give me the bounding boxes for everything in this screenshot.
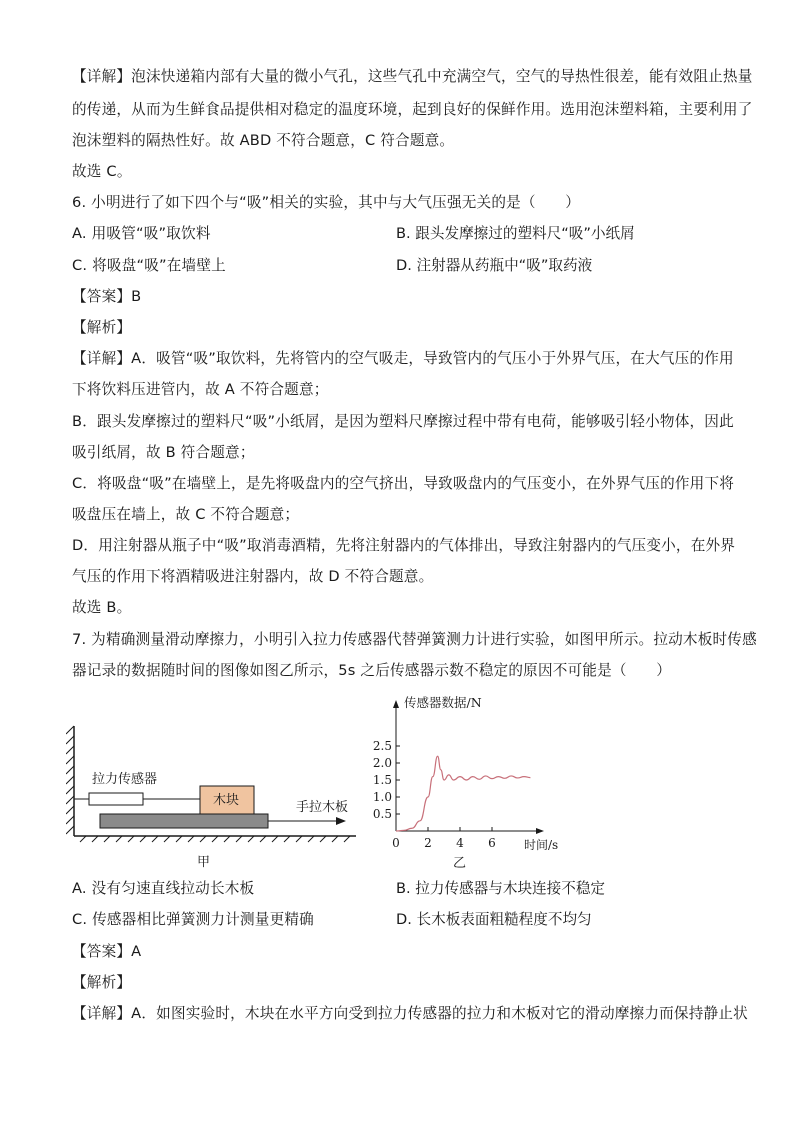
q7-detail-1: 【详解】A．如图实验时，木块在水平方向受到拉力传感器的拉力和木板对它的滑动摩擦力而保持静止状 xyxy=(72,1005,748,1022)
y-axis-label: 传感器数据/N xyxy=(404,695,482,710)
y-tick-label: 2.5 xyxy=(372,739,392,753)
pull-label: 手拉木板 xyxy=(296,800,349,815)
sensor-chart xyxy=(370,688,570,858)
q6-option-c: C. 将吸盘“吸”在墙壁上 xyxy=(72,257,226,274)
pull-arrow-head xyxy=(336,817,346,825)
q7-answer: 【答案】A xyxy=(72,943,142,960)
question-7-stem-1: 7. 为精确测量滑动摩擦力，小明引入拉力传感器代替弹簧测力计进行实验，如图甲所示。拉动木板时传感 xyxy=(72,631,757,648)
floor-hatching xyxy=(80,836,350,842)
q6-detail-8: 气压的作用下将酒精吸进注射器内，故 D 不符合题意。 xyxy=(72,568,434,585)
q6-detail-7: D．用注射器从瓶子中“吸”取消毒酒精，先将注射器内的气体排出，导致注射器内的气压变小，在外界 xyxy=(72,537,736,554)
x-tick-label: 6 xyxy=(488,836,496,850)
x-tick-label: 2 xyxy=(424,836,432,850)
y-tick-label: 0.5 xyxy=(372,807,392,821)
q6-detail-2: 下将饮料压进管内，故 A 不符合题意； xyxy=(72,381,329,398)
y-tick-label: 2.0 xyxy=(372,756,392,770)
q6-option-d: D. 注射器从药瓶中“吸”取药液 xyxy=(396,257,593,274)
figure-jia xyxy=(66,718,366,870)
x-axis-arrow xyxy=(536,828,544,834)
q6-detail-1: 【详解】A．吸管“吸”取饮料，先将管内的空气吸走，导致管内的气压小于外界气压，在大气压的作用 xyxy=(72,350,734,367)
detail-line-3: 泡沫塑料的隔热性好。故 ABD 不符合题意，C 符合题意。 xyxy=(72,132,455,149)
q7-option-b: B. 拉力传感器与木块连接不稳定 xyxy=(396,880,606,897)
x-axis-label: 时间/s xyxy=(524,838,559,852)
y-axis-arrow xyxy=(393,700,399,708)
sensor-label: 拉力传感器 xyxy=(92,772,158,787)
figure-yi-caption: 乙 xyxy=(453,856,467,871)
q7-analysis: 【解析】 xyxy=(72,974,132,991)
question-7-stem-2: 器记录的数据随时间的图像如图乙所示，5s 之后传感器示数不稳定的原因不可能是（ ） xyxy=(72,662,672,679)
choose-line: 故选 C。 xyxy=(72,163,132,180)
q6-option-b: B. 跟头发摩擦过的塑料尺“吸”小纸屑 xyxy=(396,225,635,242)
q6-answer: 【答案】B xyxy=(72,288,142,305)
x-tick-label: 0 xyxy=(392,836,400,850)
series-line xyxy=(396,756,530,831)
force-sensor xyxy=(89,793,143,805)
wall-hatching xyxy=(66,726,74,834)
y-tick-label: 1.5 xyxy=(372,773,392,787)
q6-analysis: 【解析】 xyxy=(72,319,132,336)
long-board xyxy=(100,814,268,828)
q7-option-c: C. 传感器相比弹簧测力计测量更精确 xyxy=(72,911,314,928)
y-tick-label: 1.0 xyxy=(372,790,392,804)
question-6-stem: 6. 小明进行了如下四个与“吸”相关的实验，其中与大气压强无关的是（ ） xyxy=(72,194,581,211)
detail-line-1: 【详解】泡沫快递箱内部有大量的微小气孔，这些气孔中充满空气，空气的导热性很差，能有效阻止热量 xyxy=(72,68,753,85)
q6-detail-3: B．跟头发摩擦过的塑料尺“吸”小纸屑，是因为塑料尺摩擦过程中带有电荷，能够吸引轻小物体，因此 xyxy=(72,413,734,430)
block-label: 木块 xyxy=(213,793,240,808)
q6-option-a: A. 用吸管“吸”取饮料 xyxy=(72,225,211,242)
q6-detail-4: 吸引纸屑，故 B 符合题意； xyxy=(72,444,255,461)
figure-yi xyxy=(370,688,570,858)
figure-jia-caption: 甲 xyxy=(197,855,211,870)
x-tick-label: 4 xyxy=(456,836,464,850)
q7-option-a: A. 没有匀速直线拉动长木板 xyxy=(72,880,255,897)
q6-choose: 故选 B。 xyxy=(72,599,132,616)
q6-detail-6: 吸盘压在墙上，故 C 不符合题意； xyxy=(72,506,300,523)
q7-option-d: D. 长木板表面粗糙程度不均匀 xyxy=(396,911,592,928)
detail-line-2: 的传递，从而为生鲜食品提供相对稳定的温度环境，起到良好的保鲜作用。选用泡沫塑料箱，主要利用了 xyxy=(72,101,753,118)
q6-detail-5: C．将吸盘“吸”在墙壁上，是先将吸盘内的空气挤出，导致吸盘内的气压变小，在外界气压的作用下将 xyxy=(72,475,735,492)
